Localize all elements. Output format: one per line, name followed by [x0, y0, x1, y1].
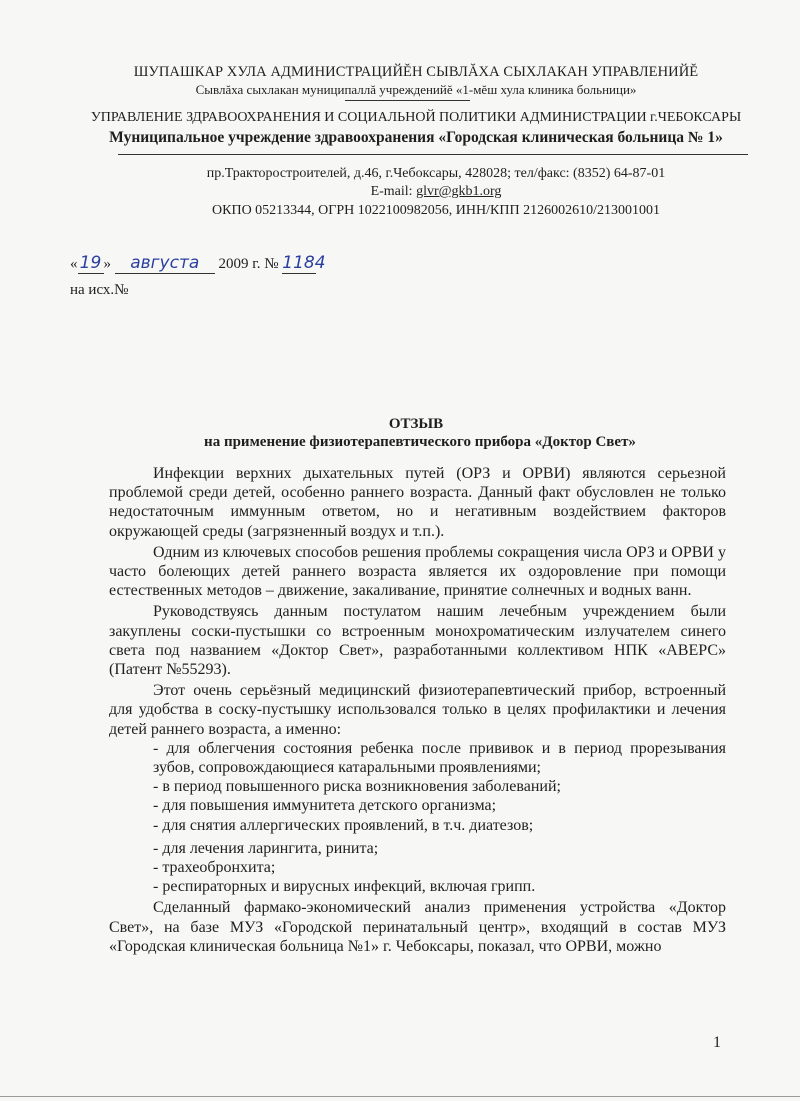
list-item: - для лечения ларингита, ринита; — [153, 839, 379, 857]
date-year: 2009 г. № — [214, 256, 283, 272]
org-name-russian: УПРАВЛЕНИЕ ЗДРАВООХРАНЕНИЯ И СОЦИАЛЬНОЙ ПОЛИТИКИ АДМИНИСТРАЦИИ г.ЧЕБОКСАРЫ — [90, 110, 742, 125]
reference-number: на исх.№ — [70, 282, 129, 298]
org-subname-chuvash: Сывлăха сыхлакан муниципаллă учрежденийĕ «1-мĕш хула клиника больници» — [195, 82, 637, 97]
org-subname-russian: Муниципальное учреждение здравоохранения «Городская клиническая больница № 1» — [109, 129, 723, 146]
org-email-line — [0, 184, 800, 200]
email-label: E-mail: — [370, 184, 417, 199]
list-item: - респираторных и вирусных инфекций, включая грипп. — [153, 878, 536, 896]
paragraph-5: Сделанный фармако-экономический анализ применения устройства «Доктор Свет», на базе МУЗ «Городской перинатальный центр», входящий в состав МУЗ «Городская клиническая больница №1» г. Чебоксары, показал, что ОРВИ, можно — [109, 899, 726, 955]
email-link[interactable]: glvr@gkb1.org — [416, 184, 502, 199]
list-item: - для облегчения состояния ребенка после прививок и в период прорезывания зубов, сопровождающиеся катаральными проявлениями; — [153, 739, 726, 777]
list-item: - для повышения иммунитета детского организма; — [153, 797, 497, 815]
org-address: пр.Тракторостроителей, д.46, г.Чебоксары, 428028; тел/факс: (8352) 64-87-01 — [206, 166, 666, 181]
scan-edge-line — [0, 1096, 800, 1097]
list-item: - трахеобронхита; — [153, 859, 276, 877]
date-close-quote: » — [103, 256, 111, 272]
header-divider-long — [118, 154, 748, 155]
date-open-quote: « — [70, 256, 78, 272]
paragraph-2: Одним из ключевых способов решения проблемы сокращения числа ОРЗ и ОРВИ у часто болеющих детей раннего возраста является их оздоровление при помощи естественных методов – движение, закаливание, принятие солнечных и водных ванн. — [109, 543, 726, 600]
date-day: 19 — [78, 253, 104, 274]
paragraph-1: Инфекции верхних дыхательных путей (ОРЗ и ОРВИ) являются серьезной проблемой среди детей, особенно раннего возраста. Данный факт обусловлен не только недостаточным иммунным ответом, но и негативным воздействием факторов окружающей среды (загрязненный воздух и т.п.). — [109, 465, 726, 540]
list-item: - в период повышенного риска возникновения заболеваний; — [153, 778, 561, 796]
page-number: 1 — [713, 1034, 721, 1051]
document-number: 1184 — [282, 253, 326, 273]
document-subtitle: на применение физиотерапевтического прибора «Доктор Свет» — [204, 434, 636, 450]
date-month: августа — [115, 253, 215, 274]
date-line — [70, 253, 326, 274]
document-body — [109, 464, 726, 956]
document-title: ОТЗЫВ — [388, 416, 444, 432]
org-name-chuvash: ШУПАШКАР ХУЛА АДМИНИСТРАЦИЙĔН СЫВЛĂХА СЫХЛАКАН УПРАВЛЕНИЙĔ — [133, 64, 699, 80]
header-divider-short — [345, 100, 470, 101]
list-item: - для снятия аллергических проявлений, в т.ч. диатезов; — [153, 816, 534, 834]
paragraph-3: Руководствуясь данным постулатом нашим лечебным учреждением были закуплены соски-пустышки со встроенным монохроматическим излучателем синего света под названием «Доктор Свет», разработанными коллективом НПК «АВЕРС» (Патент №55293). — [109, 603, 726, 679]
paragraph-4: Этот очень серьёзный медицинский физиотерапевтический прибор, встроенный для удобства в соску-пустышку использовался только в целях профилактики и лечения детей раннего возраста, а именно: — [109, 682, 726, 738]
org-registration-codes: ОКПО 05213344, ОГРН 1022100982056, ИНН/КПП 2126002610/213001001 — [212, 203, 660, 218]
